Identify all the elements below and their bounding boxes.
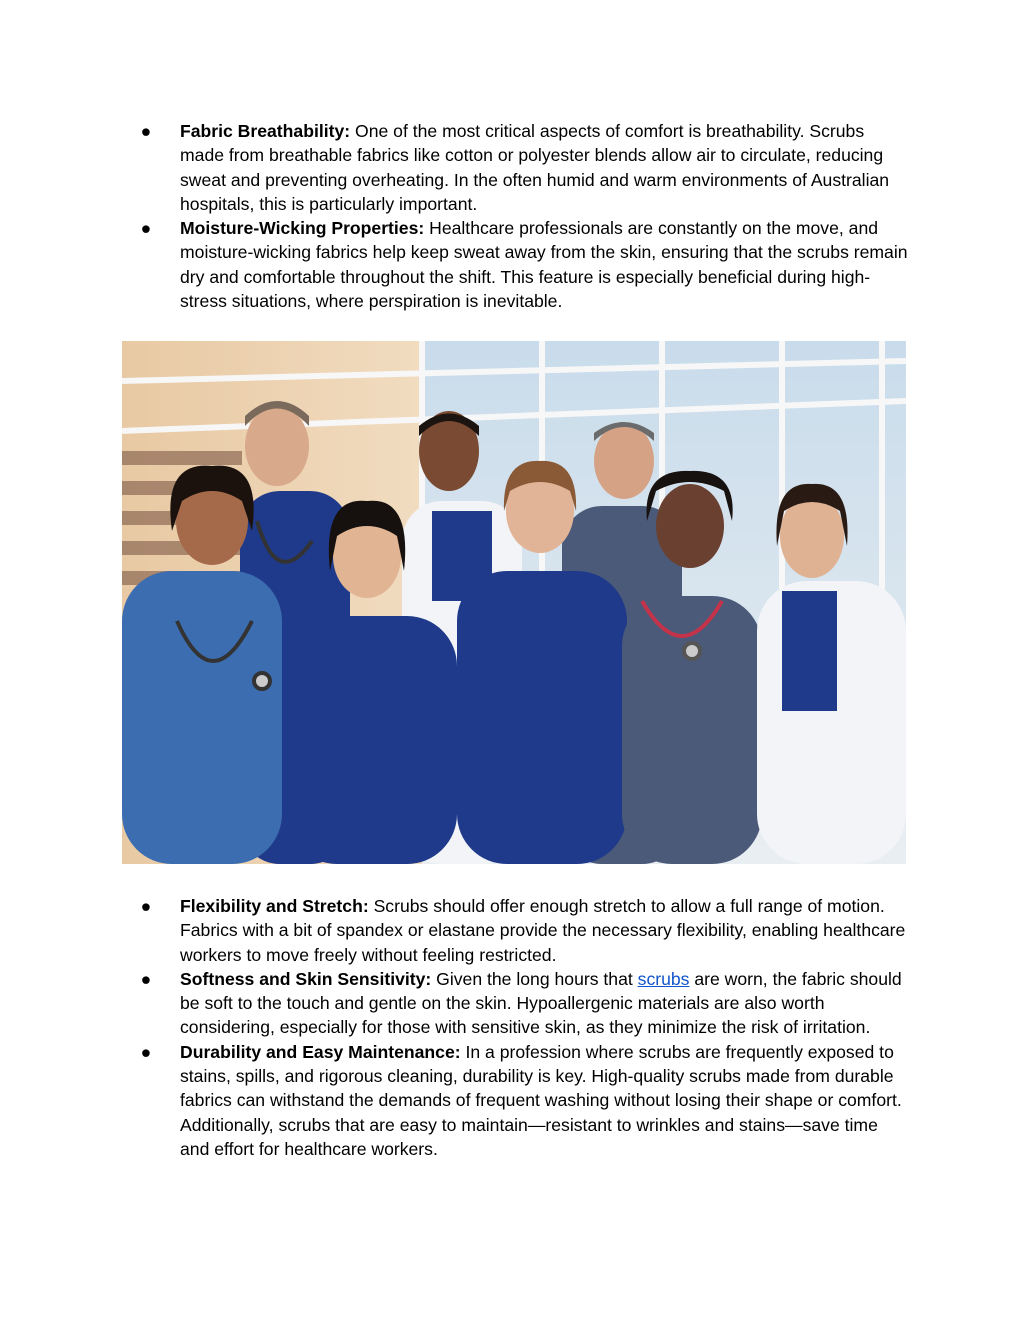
list-item xyxy=(136,967,908,1040)
item-heading: Moisture-Wicking Properties: xyxy=(180,218,425,239)
bullet-list-comfort xyxy=(136,119,908,313)
scrubs-link[interactable]: scrubs xyxy=(637,968,690,989)
item-heading: Flexibility and Stretch: xyxy=(180,896,369,916)
photo-illustration xyxy=(122,341,906,864)
list-item xyxy=(136,216,908,313)
bullet-icon: ● xyxy=(140,121,152,141)
healthcare-team-photo xyxy=(122,341,906,864)
bullet-list-features xyxy=(136,894,908,1161)
item-body-before-link: Given the long hours that xyxy=(431,968,638,989)
bullet-icon: ● xyxy=(140,218,152,239)
item-body-after-link: are worn, the fabric should be soft to the touch and gentle on the skin. Hypoallergenic materials are also worth considering, especially for those with sensitive skin, as they minimize the risk of irritation. xyxy=(180,968,902,1038)
bullet-icon: ● xyxy=(140,968,152,989)
item-body: Healthcare professionals are constantly on the move, and moisture-wicking fabrics help keep sweat away from the skin, ensuring that the scrubs remain dry and comfortable throughout the shift. This feature is especially beneficial during high-stress situations, where perspiration is inevitable. xyxy=(180,218,908,312)
item-body: Scrubs should offer enough stretch to allow a full range of motion. Fabrics with a bit of spandex or elastane provide the necessary flexibility, enabling healthcare workers to move freely without feeling restricted. xyxy=(180,896,906,965)
item-body: In a profession where scrubs are frequently exposed to stains, spills, and rigorous cleaning, durability is key. High-quality scrubs made from durable fabrics can withstand the demands of frequent washing without losing their shape or comfort. Additionally, scrubs that are easy to maintain—resistant to wrinkles and stains—save time and effort for healthcare workers. xyxy=(180,1041,902,1159)
item-heading: Softness and Skin Sensitivity: xyxy=(180,968,432,989)
list-item xyxy=(136,119,908,216)
list-item xyxy=(136,894,908,967)
bullet-icon: ● xyxy=(140,1041,152,1062)
item-heading: Fabric Breathability: xyxy=(180,121,351,141)
bullet-icon: ● xyxy=(140,896,152,916)
list-item xyxy=(136,1040,908,1161)
item-heading: Durability and Easy Maintenance: xyxy=(180,1041,461,1062)
item-body: One of the most critical aspects of comfort is breathability. Scrubs made from breathable fabrics like cotton or polyester blends allow air to circulate, reducing sweat and preventing overheating. In the often humid and warm environments of Australian hospitals, this is particularly important. xyxy=(180,121,890,214)
